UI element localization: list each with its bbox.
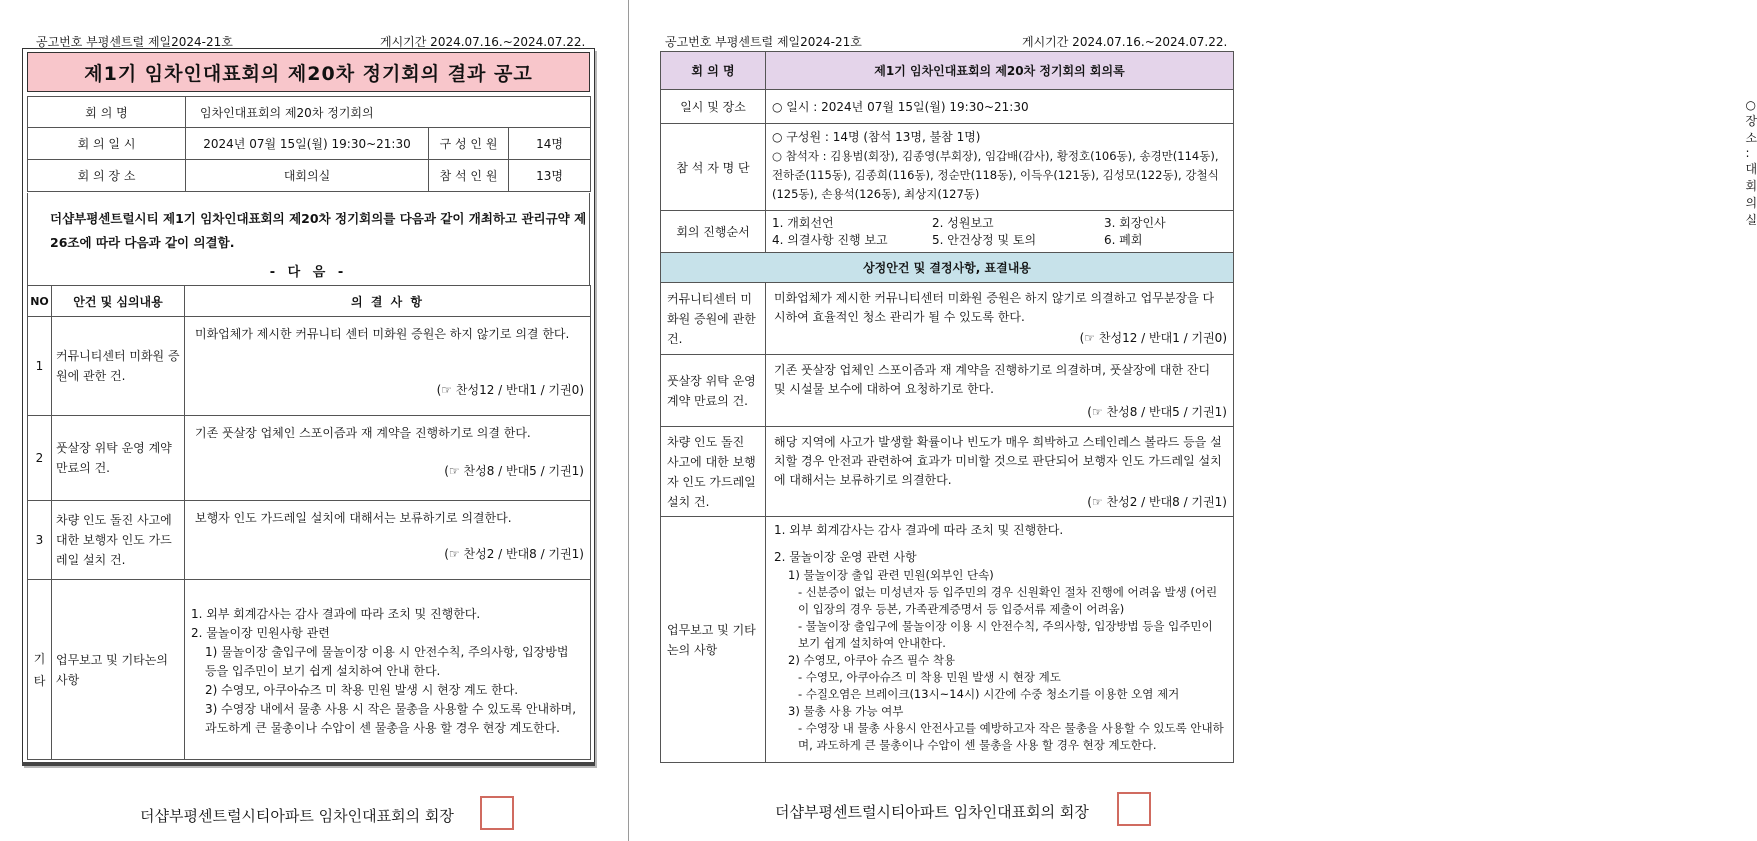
members-value: 14명 <box>509 128 591 160</box>
row-agenda: 커뮤니티센터 미화원 증원에 관한 건. <box>661 283 766 355</box>
meeting-info-table <box>27 96 591 192</box>
row-agenda: 차량 인도 돌진 사고에 대한 보행자 인도 가드레일 설치 건. <box>52 501 185 580</box>
meeting-name-label: 회 의 명 <box>661 52 766 90</box>
intro-text: 더샵부평센트럴시티 제1기 임차인대표회의 제20차 정기회의를 다음과 같이 개최하고 관리규약 제26조에 따라 다음과 같이 의결함. <box>50 211 587 250</box>
meeting-name-value: 제1기 임차인대표회의 제20차 정기회의 회의록 <box>766 52 1234 90</box>
etc-line: 3) 수영장 내에서 물총 사용 시 작은 물총을 사용할 수 있도록 안내하며, 과도하게 큰 물총이나 수압이 센 물총을 사용 할 경우 현장 계도한다. <box>205 702 577 735</box>
row-no: 2 <box>28 416 52 501</box>
row-vote: (☞ 찬성12 / 반대1 / 기권0) <box>436 383 584 397</box>
row-no: 3 <box>28 501 52 580</box>
place-label: 회 의 장 소 <box>28 160 186 192</box>
intro-section <box>27 193 590 285</box>
resolution-table <box>27 285 591 760</box>
header-resolution: 의 결 사 항 <box>185 286 591 317</box>
agenda-order-item: 3. 회장인사 <box>1104 215 1166 230</box>
agenda-order-item: 6. 폐회 <box>1104 232 1143 247</box>
etc-list <box>774 521 1227 754</box>
row-vote: (☞ 찬성8 / 반대5 / 기권1) <box>444 464 584 478</box>
page-divider <box>628 0 629 841</box>
agenda-order-item: 2. 성원보고 <box>932 215 994 230</box>
seal-stamp-icon <box>1117 792 1151 826</box>
etc-line: 1. 외부 회계감사는 감사 결과에 따라 조치 및 진행한다. <box>191 607 481 621</box>
row-agenda: 풋살장 위탁 운영 계약 만료의 건. <box>661 355 766 427</box>
da-eum-heading: - 다 음 - <box>269 265 348 280</box>
table-row <box>28 580 591 760</box>
table-row <box>661 283 1234 355</box>
datetime-label: 일시 및 장소 <box>661 90 766 124</box>
row-vote: (☞ 찬성12 / 반대1 / 기권0) <box>1079 331 1227 345</box>
agenda-order-item: 4. 의결사항 진행 보고 <box>772 232 888 247</box>
etc-line: 2) 수영모, 아쿠아슈즈 미 착용 민원 발생 시 현장 계도 한다. <box>205 683 519 697</box>
agenda-order-item: 5. 안건상정 및 토의 <box>932 232 1037 247</box>
etc-line: 1) 물놀이장 출입 관련 민원(외부인 단속) <box>788 568 994 582</box>
agenda-order-label: 회의 진행순서 <box>661 211 766 253</box>
row-vote: (☞ 찬성2 / 반대8 / 기권1) <box>444 547 584 561</box>
decisions-band: 상정안건 및 결정사항, 표결내용 <box>661 253 1234 283</box>
etc-list <box>191 605 582 738</box>
posting-period: 게시기간 2024.07.16.~2024.07.22. <box>1022 35 1228 49</box>
members-label: 구 성 인 원 <box>429 128 509 160</box>
agenda-order-item: 1. 개회선언 <box>772 215 834 230</box>
row-agenda: 차량 인도 돌진 사고에 대한 보행자 인도 가드레일 설치 건. <box>661 427 766 517</box>
etc-line: 1) 물놀이장 출입구에 물놀이장 이용 시 안전수칙, 주의사항, 입장방법 등을 입주민이 보기 쉽게 설치하여 안내 한다. <box>205 645 569 678</box>
meeting-name-value: 임차인대표회의 제20차 정기회의 <box>186 97 591 128</box>
etc-line: 2) 수영모, 아쿠아 슈즈 필수 착용 <box>788 653 956 667</box>
etc-line: - 물놀이장 출입구에 물놀이장 이용 시 안전수칙, 주의사항, 입장방법 등을 입주민이 보기 쉽게 설치하여 안내한다. <box>798 619 1213 650</box>
attend-label: 참 석 인 원 <box>429 160 509 192</box>
table-row <box>28 416 591 501</box>
datetime-value: ○ 일시 : 2024년 07월 15일(월) 19:30~21:30 <box>772 100 1029 114</box>
place-value: ○ 장소 : 대회의실 <box>1745 98 1757 227</box>
seal-stamp-icon <box>480 796 514 830</box>
datetime-value: 2024년 07월 15일(월) 19:30~21:30 <box>186 128 429 160</box>
row-resolution: 미화업체가 제시한 커뮤니티 센터 미화원 증원은 하지 않기로 의결 한다. <box>195 327 570 341</box>
row-resolution: 보행자 인도 가드레일 설치에 대해서는 보류하기로 의결한다. <box>195 511 512 525</box>
attendees-count: ○ 구성원 : 14명 (참석 13명, 불참 1명) <box>772 130 981 144</box>
etc-label: 업무보고 및 기타논의 사항 <box>661 517 766 763</box>
row-agenda: 업무보고 및 기타논의 사항 <box>52 580 185 760</box>
etc-line: 3) 물총 사용 가능 여부 <box>788 704 904 718</box>
posting-period: 게시기간 2024.07.16.~2024.07.22. <box>380 35 586 49</box>
notice-number: 공고번호 부평센트럴 제일2024-21호 <box>665 35 862 49</box>
etc-line: 2. 물놀이장 민원사항 관련 <box>191 626 330 640</box>
etc-line: 2. 물놀이장 운영 관련 사항 <box>774 550 917 564</box>
table-row <box>28 317 591 416</box>
row-agenda: 풋살장 위탁 운영 계약 만료의 건. <box>52 416 185 501</box>
table-row <box>661 517 1234 763</box>
row-resolution: 기존 풋살장 업체인 스포이즘과 재 계약을 진행하기로 의결 한다. <box>195 426 531 440</box>
footer-signature: 더샵부평센트럴시티아파트 임차인대표회의 회장 <box>140 807 454 825</box>
row-vote: (☞ 찬성2 / 반대8 / 기권1) <box>1087 495 1227 509</box>
attendees-label: 참 석 자 명 단 <box>661 124 766 211</box>
minutes-table <box>660 51 1757 763</box>
datetime-label: 회 의 일 시 <box>28 128 186 160</box>
header-no: NO <box>28 286 52 317</box>
table-row <box>661 355 1234 427</box>
row-text: 해당 지역에 사고가 발생할 확률이나 빈도가 매우 희박하고 스테인레스 볼라드 등을 설치할 경우 안전과 관련하여 효과가 미비할 것으로 판단되어 보행자 인도 가드레일 설치에 대해서는 보류하기로 의결한다. <box>774 435 1222 487</box>
footer-signature: 더샵부평센트럴시티아파트 임차인대표회의 회장 <box>775 803 1089 821</box>
place-value: 대회의실 <box>186 160 429 192</box>
etc-line: - 수영장 내 물총 사용시 안전사고를 예방하고자 작은 물총을 사용할 수 있도록 안내하며, 과도하게 큰 물총이나 수압이 센 물총을 사용 할 경우 현장 계도한다. <box>798 721 1224 752</box>
etc-line: - 수영모, 아쿠아슈즈 미 착용 민원 발생 시 현장 계도 <box>798 670 1061 684</box>
table-row <box>28 501 591 580</box>
row-text: 미화업체가 제시한 커뮤니티센터 미화원 증원은 하지 않기로 의결하고 업무분장을 다시하여 효율적인 청소 관리가 될 수 있도록 한다. <box>774 291 1215 324</box>
etc-line: - 수질오염은 브레이크(13시~14시) 시간에 수중 청소기를 이용한 오염 제거 <box>798 687 1180 701</box>
row-vote: (☞ 찬성8 / 반대5 / 기권1) <box>1087 405 1227 419</box>
etc-line: - 신분증이 없는 미성년자 등 입주민의 경우 신원확인 절차 진행에 어려움 발생 (어린이 입장의 경우 등본, 가족관계증명서 등 입증서류 제출이 어려움) <box>798 585 1218 616</box>
row-agenda: 커뮤니티센터 미화원 증원에 관한 건. <box>52 317 185 416</box>
frame-bottom-rule <box>22 762 595 766</box>
attend-value: 13명 <box>509 160 591 192</box>
attendees-names: ○ 참석자 : 김용범(회장), 김종영(부회장), 임갑배(감사), 황정호(106동), 송경만(114동), 전하준(115동), 김종희(116동), 정순만(118동), 이득우(121동), 김성모(122동), 강철식(125동), 손용석(126동), 최상지(127동) <box>772 149 1219 201</box>
row-no: 1 <box>28 317 52 416</box>
etc-line: 1. 외부 회계감사는 감사 결과에 따라 조치 및 진행한다. <box>774 523 1064 537</box>
page-title: 제1기 임차인대표회의 제20차 정기회의 결과 공고 <box>27 52 590 92</box>
meeting-name-label: 회 의 명 <box>28 97 186 128</box>
notice-number: 공고번호 부평센트럴 제일2024-21호 <box>36 35 233 49</box>
table-row <box>661 427 1234 517</box>
header-agenda: 안건 및 심의내용 <box>52 286 185 317</box>
row-no: 기타 <box>28 580 52 760</box>
agenda-order-list <box>772 215 1227 249</box>
row-text: 기존 풋살장 업체인 스포이즘과 재 계약을 진행하기로 의결하며, 풋살장에 대한 잔디 및 시설물 보수에 대하여 요청하기로 한다. <box>774 363 1211 396</box>
